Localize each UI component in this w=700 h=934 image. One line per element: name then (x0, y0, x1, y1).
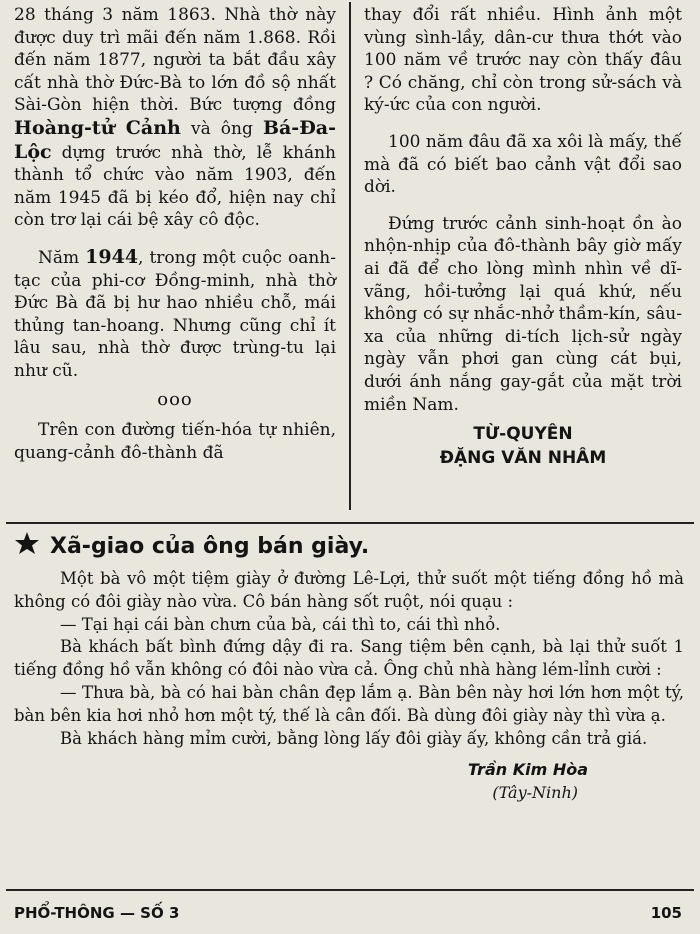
anecdote-dialogue: — Thưa bà, bà có hai bàn chân đẹp lắm ạ. Bàn bên này hơi lớn hơn một tý, bàn bên kia hơi nhỏ hơn một tý, thế là cân đối. Bà dùng đôi giày này thì vừa ạ. (14, 682, 684, 725)
article-right-column (364, 4, 682, 470)
column-divider (349, 2, 351, 510)
anecdote-paragraph: Bà khách hàng mỉm cười, bằng lòng lấy đôi giày ấy, không cần trả giá. (60, 728, 648, 748)
article-paragraph: thay đổi rất nhiều. Hình ảnh một vùng sình-lầy, dân-cư thưa thớt vào 100 năm về trước nay còn thấy đâu ? Có chăng, chỉ còn trong sử-sách và ký-ức của con người. (364, 5, 682, 116)
anecdote-heading (14, 530, 684, 564)
footer-rule (6, 889, 694, 891)
anecdote-title: Xã-giao của ông bán giày. (50, 534, 370, 559)
article-text: dựng trước nhà thờ, lễ khánh thành tổ chức vào năm 1903, đến năm 1945 đã bị kéo đổ, hiện nay chỉ còn trơ lại cái bệ xây cô độc. (14, 142, 336, 231)
article-text: 28 tháng 3 năm 1863. Nhà thờ này được duy trì mãi đến năm 1.868. Rồi đến năm 1877, người ta bắt đầu xây cất nhà thờ Đức-Bà to lớn đồ sộ nhất Sài-Gòn hiện thời. Bức tượng đồng (14, 5, 336, 116)
author-real-name: ĐẶNG VĂN NHÂM (439, 448, 607, 469)
signature-place: (Tây-Ninh) (492, 783, 578, 803)
anecdote-paragraph: Bà khách bất bình đứng dậy đi ra. Sang tiệm bên cạnh, bà lại thử suốt 1 tiếng đồng hồ vẫn không có đôi nào vừa cả. Ông chủ nhà hàng lém-lỉnh cười : (14, 637, 684, 680)
article-author (364, 422, 682, 470)
anecdote-section (14, 530, 684, 804)
anecdote-dialogue: — Tại hại cái bàn chưn của bà, cái thì to, cái thì nhỏ. (60, 614, 501, 634)
article-paragraph: Đứng trước cảnh sinh-hoạt ồn ào nhộn-nhịp của đô-thành bây giờ mấy ai đã để cho lòng mình nhìn về dĩ-vãng, hồi-tưởng lại quá khứ, nếu không có sự nhắc-nhở thầm-kín, sâu-xa của những di-tích lịch-sử ngày ngày vẫn phơi gan cùng cát bụi, dưới ánh nắng gay-gắt của mặt trời miền Nam. (364, 213, 682, 415)
article-paragraph: 100 năm đâu đã xa xôi là mấy, thế mà đã có biết bao cảnh vật đổi sao dời. (364, 131, 682, 198)
anecdote-body (14, 568, 684, 750)
article-text: , trong một cuộc oanh-tạc của phi-cơ Đồng-minh, nhà thờ Đức Bà đã bị hư hao nhiều chỗ, mái thủng tan-hoang. Nhưng cũng chỉ ít lâu sau, nhà thờ được trùng-tu lại như cũ. (14, 247, 336, 381)
article-paragraph: Trên con đường tiến-hóa tự nhiên, quang-cảnh đô-thành đã (14, 420, 336, 463)
page-footer (14, 900, 684, 926)
anecdote-signature (14, 758, 684, 804)
year-1944: 1944 (85, 245, 139, 268)
name-hoang-tu-canh: Hoàng-tử Cảnh (14, 116, 181, 139)
anecdote-paragraph: Một bà vô một tiệm giày ở đường Lê-Lợi, thử suốt một tiếng đồng hồ mà không có đôi giày nào vừa. Cô bán hàng sốt ruột, nói quạu : (14, 569, 684, 611)
signature-name: Trần Kim Hòa (467, 760, 588, 780)
section-rule (6, 522, 694, 524)
article-text: Năm (38, 247, 86, 268)
article-paragraph (14, 246, 336, 383)
article-paragraph (14, 4, 336, 232)
section-separator: ooo (157, 388, 193, 410)
article-left-column (14, 4, 336, 464)
author-pen-name: TỪ-QUYÊN (473, 424, 573, 445)
star-icon (14, 530, 40, 564)
publication-issue: PHỔ-THÔNG — SỐ 3 (14, 904, 180, 922)
page-number: 105 (650, 904, 682, 922)
article-text: và ông (180, 118, 263, 139)
name-ba-da-loc: Bá-Đa-Lộc (14, 116, 336, 163)
